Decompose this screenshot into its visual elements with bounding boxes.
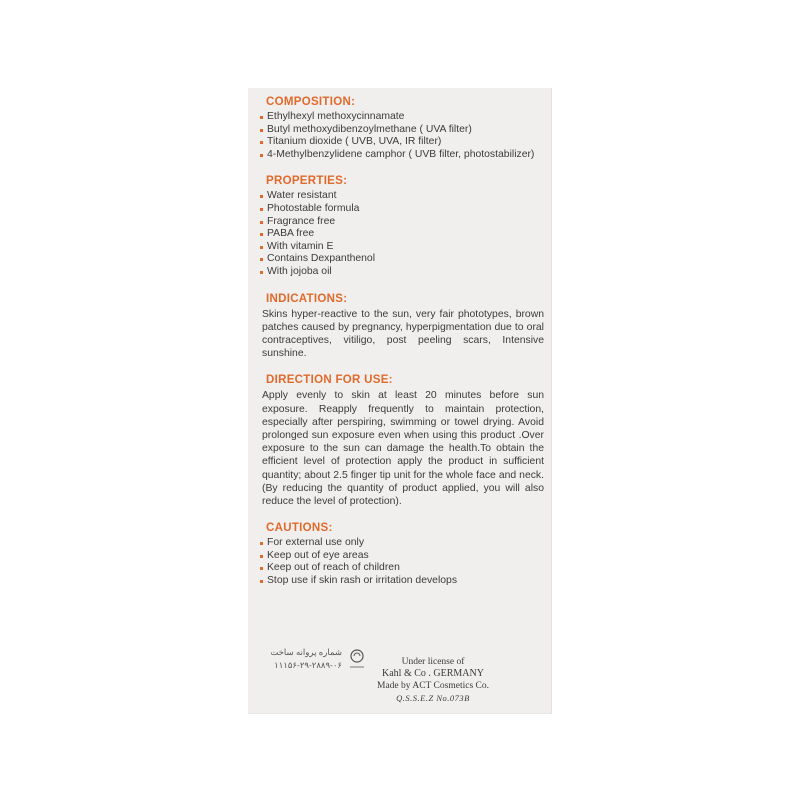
list-item: 4-Methylbenzylidene camphor ( UVB filter, photostabilizer) bbox=[260, 149, 544, 162]
composition-heading: COMPOSITION: bbox=[266, 96, 356, 108]
list-item: Butyl methoxydibenzoylmethane ( UVA filter) bbox=[260, 124, 544, 137]
properties-heading: PROPERTIES: bbox=[266, 175, 348, 188]
indications-section bbox=[260, 293, 544, 361]
cautions-list bbox=[260, 537, 544, 587]
label-footer bbox=[248, 628, 552, 708]
properties-section bbox=[260, 175, 544, 278]
standard-logo-icon bbox=[348, 648, 366, 672]
properties-list bbox=[260, 190, 544, 278]
product-label-panel bbox=[248, 88, 552, 714]
list-item: With vitamin E bbox=[260, 241, 544, 254]
list-item: Photostable formula bbox=[260, 203, 544, 216]
license-info bbox=[368, 656, 498, 704]
cautions-heading: CAUTIONS: bbox=[266, 522, 333, 535]
persian-license-number: ۱۱۱۵۶-۲۹-۲۸۸۹-۰۶ bbox=[274, 660, 342, 670]
batch-code: Q.S.S.E.Z No.073B bbox=[396, 693, 470, 703]
list-item: Ethylhexyl methoxycinnamate bbox=[260, 111, 544, 124]
list-item: Contains Dexpanthenol bbox=[260, 253, 544, 266]
label-content bbox=[260, 96, 544, 602]
indications-heading: INDICATIONS: bbox=[266, 292, 348, 305]
direction-text: Apply evenly to skin at least 20 minutes before sun exposure. Reapply frequently to maintain protection, especially after perspiring, swimming or towel drying. Avoid prolonged sun exposure even when using this product .Over exposure to the sun can damage the health.To obtain the efficient level of protection apply the product in sufficient quantity; about 2.5 finger tip unit for the whole face and neck.(By reducing the quantity of product applied, you will also reduce the level of protection). bbox=[262, 390, 544, 507]
list-item: Water resistant bbox=[260, 190, 544, 203]
list-item: Titanium dioxide ( UVB, UVA, IR filter) bbox=[260, 136, 544, 149]
list-item: Fragrance free bbox=[260, 216, 544, 229]
manufacturing-license-number bbox=[256, 646, 342, 672]
direction-section bbox=[260, 374, 544, 508]
list-item: Keep out of eye areas bbox=[260, 550, 544, 563]
list-item: With jojoba oil bbox=[260, 266, 544, 279]
license-line: Under license of bbox=[401, 657, 465, 667]
persian-license-label: شماره پروانه ساخت bbox=[270, 647, 342, 657]
list-item: PABA free bbox=[260, 228, 544, 241]
composition-list bbox=[260, 111, 544, 161]
list-item: For external use only bbox=[260, 537, 544, 550]
list-item: Stop use if skin rash or irritation develops bbox=[260, 575, 544, 588]
licensor-name: Kahl & Co . GERMANY bbox=[382, 668, 484, 679]
direction-heading: DIRECTION FOR USE: bbox=[266, 374, 393, 387]
manufacturer-line: Made by ACT Cosmetics Co. bbox=[377, 681, 489, 691]
indications-text: Skins hyper-reactive to the sun, very fair phototypes, brown patches caused by pregnancy, hyperpigmentation due to oral contraceptives, vitiligo, post peeling scars, Intensive sunshine. bbox=[262, 308, 544, 360]
composition-section bbox=[260, 96, 544, 161]
cautions-section bbox=[260, 522, 544, 587]
list-item: Keep out of reach of children bbox=[260, 562, 544, 575]
